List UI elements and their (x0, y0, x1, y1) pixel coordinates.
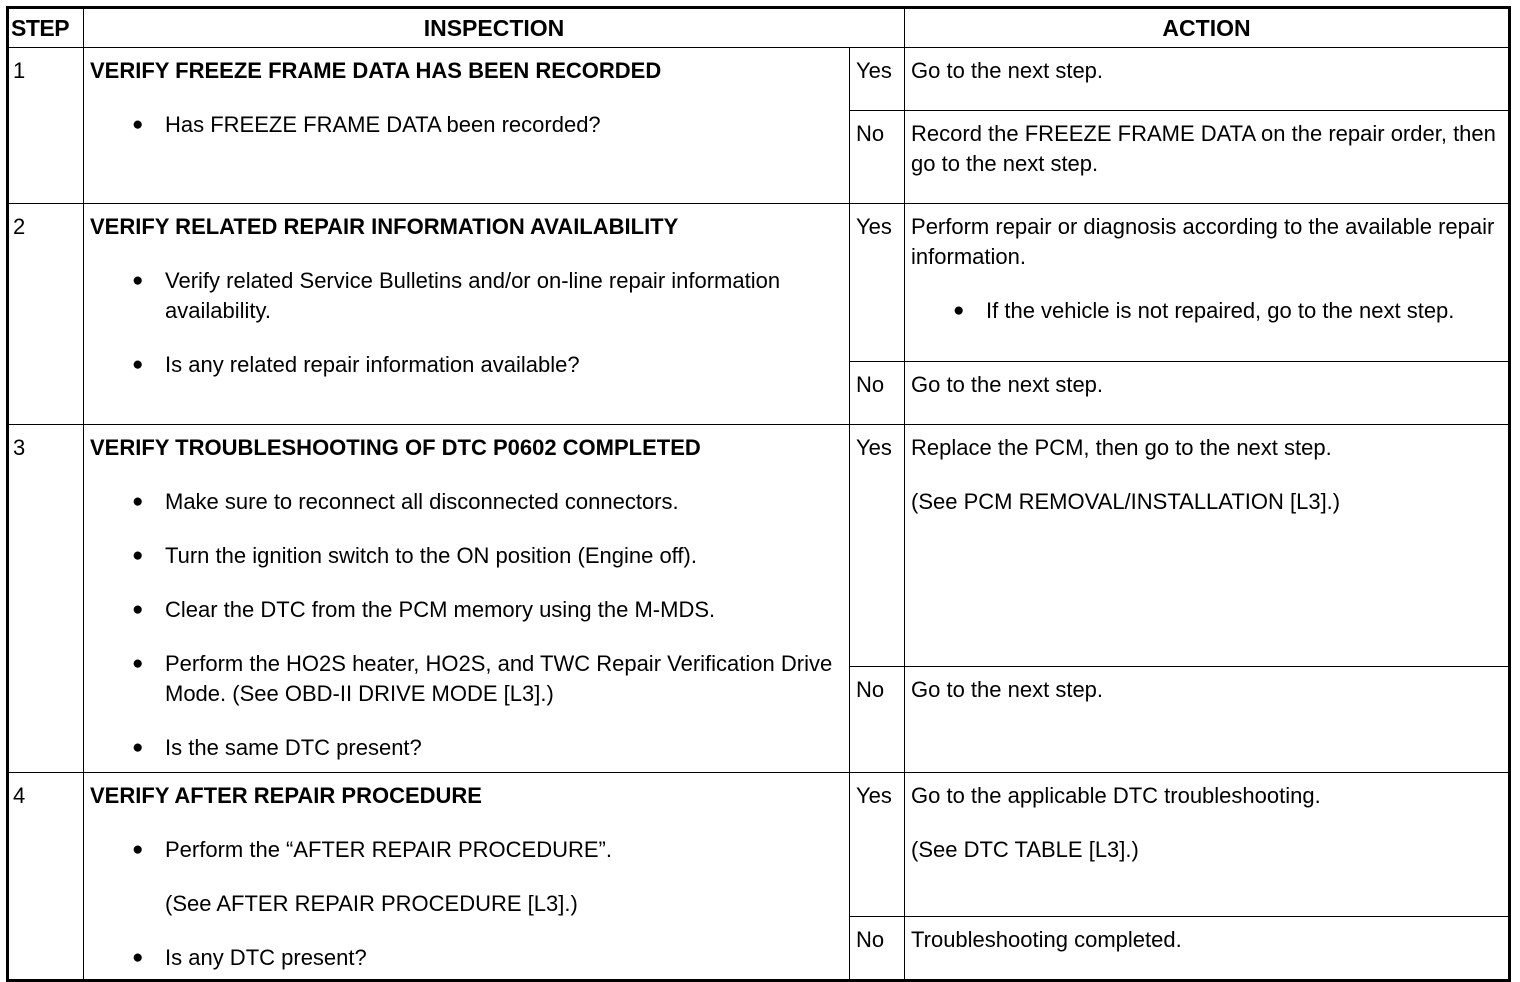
step-inspection (84, 48, 850, 204)
diagnostic-table (6, 6, 1511, 982)
no-action (905, 111, 1510, 204)
header-row (8, 8, 1510, 48)
inspection-bullet: ● Perform the “AFTER REPAIR PROCEDURE”. (90, 835, 841, 865)
no-action (905, 667, 1510, 773)
inspection-bullet: ● Is any related repair information available? (90, 350, 841, 380)
no-label: No (850, 362, 905, 425)
action-reference: (See PCM REMOVAL/INSTALLATION [L3].) (911, 489, 1341, 514)
yes-action (905, 204, 1510, 362)
step-number: 2 (8, 204, 84, 425)
no-label: No (850, 667, 905, 773)
action-text: Record the FREEZE FRAME DATA on the repair order, then go to the next step. (911, 121, 1496, 176)
inspection-note: (See AFTER REPAIR PROCEDURE [L3].) (165, 891, 578, 916)
inspection-bullet: ● Make sure to reconnect all disconnected connectors. (90, 487, 841, 517)
inspection-bullet: ● Turn the ignition switch to the ON position (Engine off). (90, 541, 841, 571)
action-text: Go to the applicable DTC troubleshooting. (911, 783, 1321, 808)
yes-label: Yes (850, 425, 905, 667)
step-title: VERIFY TROUBLESHOOTING OF DTC P0602 COMPLETED (90, 435, 701, 460)
action-bullet: ● If the vehicle is not repaired, go to the next step. (911, 296, 1500, 326)
header-inspection: INSPECTION (84, 8, 905, 48)
yes-label: Yes (850, 48, 905, 111)
yes-label: Yes (850, 204, 905, 362)
step-2-yes-row (8, 204, 1510, 362)
action-text: Perform repair or diagnosis according to the available repair information. (911, 214, 1495, 269)
action-text: Go to the next step. (911, 58, 1104, 83)
step-title: VERIFY AFTER REPAIR PROCEDURE (90, 783, 482, 808)
step-3-yes-row (8, 425, 1510, 667)
step-number: 1 (8, 48, 84, 204)
no-label: No (850, 111, 905, 204)
step-number: 4 (8, 773, 84, 981)
action-text: Troubleshooting completed. (911, 927, 1182, 952)
action-text: Go to the next step. (911, 677, 1104, 702)
action-text: Replace the PCM, then go to the next step. (911, 435, 1332, 460)
no-action (905, 917, 1510, 981)
step-title: VERIFY FREEZE FRAME DATA HAS BEEN RECORDED (90, 58, 662, 83)
step-1-yes-row (8, 48, 1510, 111)
yes-action (905, 425, 1510, 667)
inspection-bullet: ● Is the same DTC present? (90, 733, 841, 763)
no-action (905, 362, 1510, 425)
inspection-bullet: ● Clear the DTC from the PCM memory using the M-MDS. (90, 595, 841, 625)
yes-label: Yes (850, 773, 905, 917)
action-text: Go to the next step. (911, 372, 1104, 397)
header-action: ACTION (905, 8, 1510, 48)
step-4-yes-row (8, 773, 1510, 917)
step-inspection (84, 773, 850, 981)
inspection-bullet: ● Has FREEZE FRAME DATA been recorded? (90, 110, 841, 140)
step-inspection (84, 204, 850, 425)
yes-action (905, 773, 1510, 917)
header-step: STEP (8, 8, 84, 48)
step-inspection (84, 425, 850, 773)
yes-action (905, 48, 1510, 111)
inspection-bullet: ● Is any DTC present? (90, 943, 841, 973)
step-number: 3 (8, 425, 84, 773)
inspection-bullet: ● Verify related Service Bulletins and/or on-line repair information availability. (90, 266, 841, 326)
action-reference: (See DTC TABLE [L3].) (911, 837, 1139, 862)
no-label: No (850, 917, 905, 981)
inspection-bullet: ● Perform the HO2S heater, HO2S, and TWC Repair Verification Drive Mode. (See OBD-II DRIVE MODE [L3].) (90, 649, 841, 709)
step-title: VERIFY RELATED REPAIR INFORMATION AVAILABILITY (90, 214, 679, 239)
